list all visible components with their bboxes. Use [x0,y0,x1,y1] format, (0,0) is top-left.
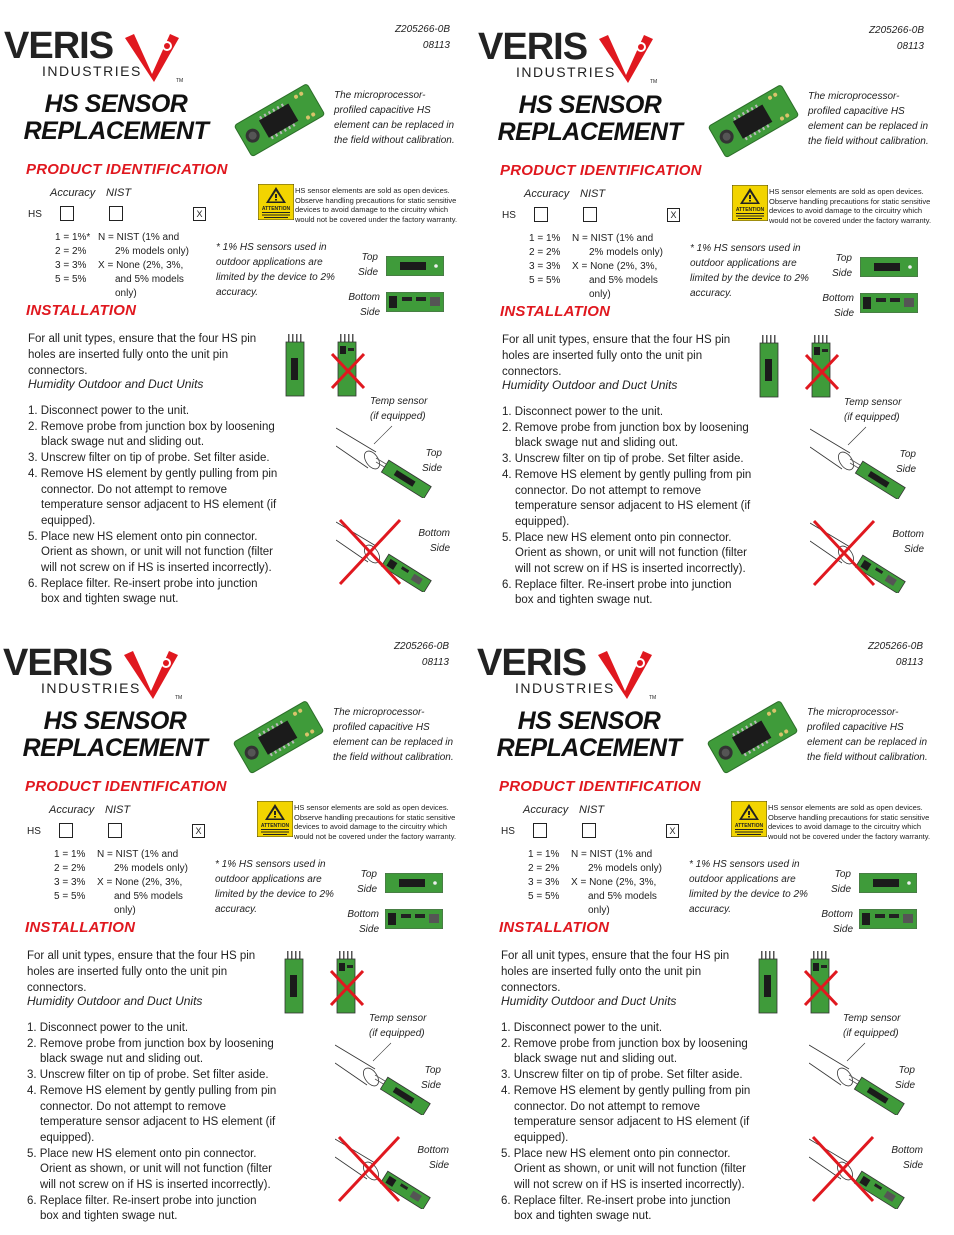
pcb-caption: The microprocessor-profiled capacitive HS element can be replaced in the field without calibration. [333,707,454,763]
list-item: 3. Unscrew filter on tip of probe. Set filter aside. [501,1069,743,1082]
accuracy-box [60,206,74,221]
pcb-bottom-side-icon [386,292,444,317]
list-item: 2. Remove probe from junction box by loosening black swage nut and sliding out. [27,1037,274,1066]
list-item: 4. Remove HS element by gently pulling from pin connector. Do not attempt to remove temperature sensor adjacent to HS element (if equipped). [27,1084,277,1144]
accuracy-box [534,207,548,222]
pcb-top-side-icon [859,873,917,898]
pcb-top-side-icon [385,873,443,898]
accuracy-footnote: * 1% HS sensors used in outdoor applications are limited by the device to 2% accuracy. [216,242,335,298]
instruction-card-3 [0,617,469,1227]
temp-sensor-label: Temp sensor (if equipped) [844,397,902,423]
pcb-bottom-side-icon [860,293,918,318]
list-item: 6. Replace filter. Re-insert probe into junction box and tighten swage nut. [28,577,258,606]
page-title: HS SENSOR REPLACEMENT [496,707,682,762]
humidity-subheading: Humidity Outdoor and Duct Units [28,377,204,391]
document-number: Z205266-0B 08113 [393,641,449,668]
svg-text:ATTENTION: ATTENTION [261,206,291,212]
section-product-identification: PRODUCT IDENTIFICATION [499,778,701,795]
list-item: 2. Remove probe from junction box by loosening black swage nut and sliding out. [502,421,749,450]
page-title: HS SENSOR REPLACEMENT [497,91,683,146]
logo-wordmark: VERIS [477,642,587,684]
pcb-photo [705,697,801,779]
temp-sensor-label: Temp sensor (if equipped) [369,1013,427,1039]
nist-header: NIST [579,804,605,816]
page-title: HS SENSOR REPLACEMENT [22,707,208,762]
bottom-side-label: Bottom Side [821,909,853,935]
list-item: 6. Replace filter. Re-insert probe into junction box and tighten swage nut. [27,1194,257,1223]
list-item: 3. Unscrew filter on tip of probe. Set filter aside. [27,1069,269,1082]
probe-bottom-side-label: Bottom Side [891,1145,923,1171]
nist-options: N = NIST (1% and 2% models only) X = None (2%, 3%, and 5% models only) [98,232,189,299]
humidity-subheading: Humidity Outdoor and Duct Units [502,378,678,392]
installation-steps [502,405,752,609]
attention-warning-icon [257,801,293,837]
list-item: 5. Place new HS element onto pin connector. Orient as shown, or unit will not function (filter will not screw on if HS is inserted incorrectly). [28,530,274,575]
installation-intro: For all unit types, ensure that the four HS pin holes are inserted fully onto the unit pin connectors. [502,334,731,378]
section-product-identification: PRODUCT IDENTIFICATION [26,161,228,178]
nist-header: NIST [580,188,606,200]
svg-text:TM: TM [649,695,657,701]
section-installation: INSTALLATION [499,919,610,936]
accuracy-options: 1 = 1% 2 = 2% 3 = 3% 5 = 5% [528,849,560,902]
top-side-label: Top Side [356,869,377,895]
attention-text: HS sensor elements are sold as open devices. Observe handling precautions for static sensitive devices to avoid damage to the circuitry which would not be covered under the factory warranty. [294,803,457,841]
instruction-card-1 [0,0,470,610]
svg-text:ATTENTION: ATTENTION [735,207,765,213]
installation-steps [501,1021,751,1225]
top-side-label: Top Side [357,252,378,278]
list-item: 1. Disconnect power to the unit. [502,406,664,418]
hs-code: HS [501,826,515,837]
top-side-label: Top Side [831,253,852,279]
logo-wordmark: VERIS [478,26,588,68]
accuracy-options: 1 = 1% 2 = 2% 3 = 3% 5 = 5% [54,849,86,902]
installation-steps [27,1021,277,1225]
section-product-identification: PRODUCT IDENTIFICATION [500,162,702,179]
pcb-bottom-side-icon [385,909,443,934]
x-box: X [193,207,206,221]
probe-bottom-side-label: Bottom Side [417,1145,449,1171]
nist-options: N = NIST (1% and 2% models only) X = None (2%, 3%, and 5% models only) [571,849,662,916]
nist-header: NIST [105,804,131,816]
probe-top-side-label: Top Side [895,449,916,475]
accuracy-box [59,823,73,838]
svg-text:ATTENTION: ATTENTION [260,823,290,829]
pcb-photo [706,81,802,163]
pcb-top-side-icon [860,257,918,282]
list-item: 5. Place new HS element onto pin connector. Orient as shown, or unit will not function (filter will not screw on if HS is inserted incorrectly). [501,1147,747,1192]
section-installation: INSTALLATION [25,919,136,936]
x-box: X [192,824,205,838]
bottom-side-label: Bottom Side [347,909,379,935]
accuracy-header: Accuracy [50,187,96,199]
pin-connector-correct-diagram [756,335,784,404]
accuracy-header: Accuracy [523,804,569,816]
pcb-photo [231,697,327,779]
svg-text:INDUSTRIES: INDUSTRIES [516,64,616,80]
list-item: 1. Disconnect power to the unit. [28,405,190,417]
installation-intro: For all unit types, ensure that the four HS pin holes are inserted fully onto the unit pin connectors. [27,950,256,994]
installation-intro: For all unit types, ensure that the four HS pin holes are inserted fully onto the unit pin connectors. [501,950,730,994]
pcb-caption: The microprocessor-profiled capacitive HS element can be replaced in the field without calibration. [807,707,928,763]
list-item: 6. Replace filter. Re-insert probe into junction box and tighten swage nut. [501,1194,731,1223]
list-item: 5. Place new HS element onto pin connector. Orient as shown, or unit will not function (filter will not screw on if HS is inserted incorrectly). [27,1147,273,1192]
attention-warning-icon [258,184,294,220]
x-box: X [667,208,680,222]
installation-steps [28,404,278,608]
probe-top-side-label: Top Side [420,1065,441,1091]
svg-text:INDUSTRIES: INDUSTRIES [42,63,142,79]
list-item: 6. Replace filter. Re-insert probe into junction box and tighten swage nut. [502,578,732,607]
instruction-card-2 [474,1,944,611]
veris-logo [2,22,192,84]
svg-text:INDUSTRIES: INDUSTRIES [515,680,615,696]
pin-connector-incorrect-diagram [802,335,842,404]
accuracy-options: 1 = 1% 2 = 2% 3 = 3% 5 = 5% [529,233,561,286]
list-item: 3. Unscrew filter on tip of probe. Set filter aside. [28,452,270,465]
pin-connector-incorrect-diagram [801,951,841,1020]
humidity-subheading: Humidity Outdoor and Duct Units [501,994,677,1008]
list-item: 1. Disconnect power to the unit. [27,1022,189,1034]
temp-sensor-label: Temp sensor (if equipped) [370,396,428,422]
svg-text:INDUSTRIES: INDUSTRIES [41,680,141,696]
pin-connector-incorrect-diagram [327,951,367,1020]
list-item: 2. Remove probe from junction box by loosening black swage nut and sliding out. [28,420,275,449]
pcb-caption: The microprocessor-profiled capacitive HS element can be replaced in the field without calibration. [334,90,455,146]
svg-text:TM: TM [175,695,183,701]
section-product-identification: PRODUCT IDENTIFICATION [25,778,227,795]
list-item: 4. Remove HS element by gently pulling from pin connector. Do not attempt to remove temperature sensor adjacent to HS element (if equipped). [501,1084,751,1144]
accuracy-header: Accuracy [49,804,95,816]
accuracy-footnote: * 1% HS sensors used in outdoor applications are limited by the device to 2% accuracy. [689,859,808,915]
bottom-side-label: Bottom Side [348,292,380,318]
page-title: HS SENSOR REPLACEMENT [23,90,209,145]
section-installation: INSTALLATION [500,303,611,320]
document-number: Z205266-0B 08113 [394,24,450,51]
accuracy-footnote: * 1% HS sensors used in outdoor applications are limited by the device to 2% accuracy. [690,243,809,299]
nist-options: N = NIST (1% and 2% models only) X = None (2%, 3%, and 5% models only) [572,233,663,300]
list-item: 4. Remove HS element by gently pulling from pin connector. Do not attempt to remove temperature sensor adjacent to HS element (if equipped). [28,467,278,527]
accuracy-footnote: * 1% HS sensors used in outdoor applications are limited by the device to 2% accuracy. [215,859,334,915]
attention-text: HS sensor elements are sold as open devices. Observe handling precautions for static sensitive devices to avoid damage to the circuitry which would not be covered under the factory warranty. [768,803,931,841]
list-item: 5. Place new HS element onto pin connector. Orient as shown, or unit will not function (filter will not screw on if HS is inserted incorrectly). [502,531,748,576]
nist-options: N = NIST (1% and 2% models only) X = None (2%, 3%, and 5% models only) [97,849,188,916]
probe-bottom-side-label: Bottom Side [892,529,924,555]
probe-bottom-side-label: Bottom Side [418,528,450,554]
attention-warning-icon [731,801,767,837]
hs-code: HS [502,210,516,221]
attention-text: HS sensor elements are sold as open devices. Observe handling precautions for static sensitive devices to avoid damage to the circuitry which would not be covered under the factory warranty. [295,186,458,224]
list-item: 2. Remove probe from junction box by loosening black swage nut and sliding out. [501,1037,748,1066]
temp-sensor-label: Temp sensor (if equipped) [843,1013,901,1039]
section-installation: INSTALLATION [26,302,137,319]
nist-box [108,823,122,838]
top-side-label: Top Side [830,869,851,895]
instruction-card-4 [473,617,943,1227]
accuracy-options: 1 = 1%* 2 = 2% 3 = 3% 5 = 5% [55,232,91,285]
list-item: 1. Disconnect power to the unit. [501,1022,663,1034]
pin-connector-correct-diagram [282,334,310,403]
pcb-caption: The microprocessor-profiled capacitive HS element can be replaced in the field without calibration. [808,91,929,147]
svg-text:ATTENTION: ATTENTION [734,823,764,829]
humidity-subheading: Humidity Outdoor and Duct Units [27,994,203,1008]
veris-logo [476,23,666,85]
pcb-bottom-side-icon [859,909,917,934]
logo-wordmark: VERIS [3,642,113,684]
list-item: 3. Unscrew filter on tip of probe. Set filter aside. [502,453,744,466]
attention-text: HS sensor elements are sold as open devices. Observe handling precautions for static sensitive devices to avoid damage to the circuitry which would not be covered under the factory warranty. [769,187,932,225]
accuracy-box [533,823,547,838]
veris-logo [1,639,191,701]
pin-connector-correct-diagram [755,951,783,1020]
logo-wordmark: VERIS [4,25,114,67]
document-number: Z205266-0B 08113 [867,641,923,668]
document-number: Z205266-0B 08113 [868,25,924,52]
nist-box [582,823,596,838]
svg-text:TM: TM [650,79,658,85]
svg-text:TM: TM [176,78,184,84]
pin-connector-incorrect-diagram [328,334,368,403]
list-item: 4. Remove HS element by gently pulling from pin connector. Do not attempt to remove temperature sensor adjacent to HS element (if equipped). [502,468,752,528]
nist-header: NIST [106,187,132,199]
nist-box [583,207,597,222]
bottom-side-label: Bottom Side [822,293,854,319]
veris-logo [475,639,665,701]
hs-code: HS [27,826,41,837]
pin-connector-correct-diagram [281,951,309,1020]
pcb-photo [232,80,328,162]
probe-top-side-label: Top Side [894,1065,915,1091]
accuracy-header: Accuracy [524,188,570,200]
probe-top-side-label: Top Side [421,448,442,474]
pcb-top-side-icon [386,256,444,281]
hs-code: HS [28,209,42,220]
installation-intro: For all unit types, ensure that the four HS pin holes are inserted fully onto the unit pin connectors. [28,333,257,377]
attention-warning-icon [732,185,768,221]
nist-box [109,206,123,221]
x-box: X [666,824,679,838]
